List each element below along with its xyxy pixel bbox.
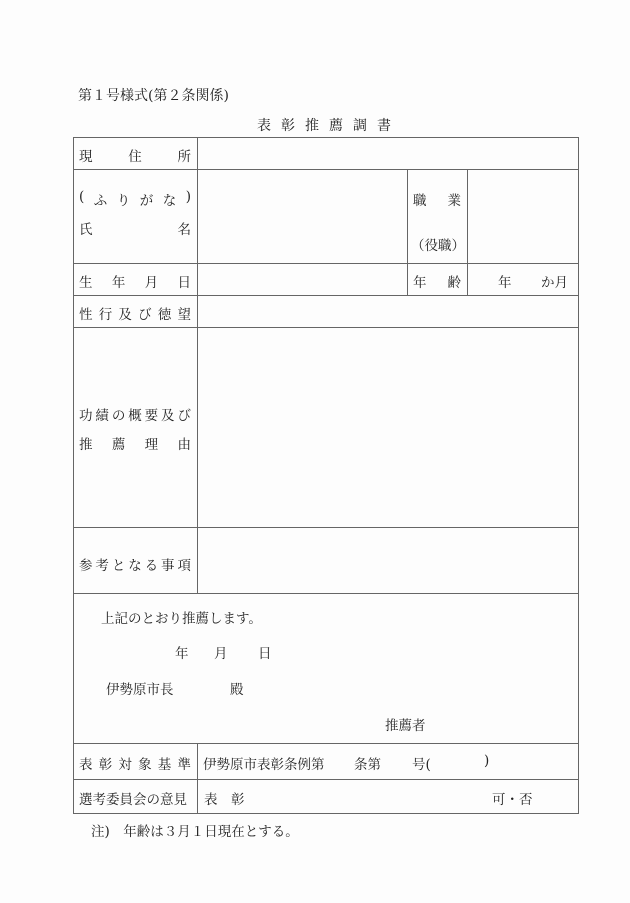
label-char: 年 bbox=[111, 275, 126, 291]
label-char: 及 bbox=[118, 307, 132, 323]
label-char: 績 bbox=[95, 408, 109, 424]
label-char: 準 bbox=[177, 757, 191, 773]
label-char: 職 bbox=[413, 193, 427, 209]
divider bbox=[73, 593, 579, 594]
recommender-label: 推薦者 bbox=[385, 718, 426, 734]
criteria-close: ) bbox=[484, 753, 490, 769]
label-char: 功 bbox=[79, 408, 93, 424]
reference-label bbox=[79, 554, 191, 574]
label-char: 日 bbox=[177, 275, 191, 291]
label-char: 望 bbox=[177, 307, 191, 323]
label-char: び bbox=[177, 408, 191, 424]
label-char: 現 bbox=[79, 149, 93, 165]
honorific: 殿 bbox=[230, 682, 244, 698]
label-char: 住 bbox=[128, 149, 142, 165]
address-field[interactable] bbox=[198, 138, 578, 169]
label-char: 性 bbox=[79, 307, 93, 323]
occupation-label bbox=[413, 189, 461, 209]
age-year-unit: 年 bbox=[498, 275, 512, 291]
date-month: 月 bbox=[214, 646, 228, 662]
label-char: 年 bbox=[413, 275, 427, 291]
age-label bbox=[413, 271, 461, 291]
label-char: 項 bbox=[177, 558, 191, 574]
divider bbox=[73, 779, 579, 780]
committee-label: 選考委員会の意見 bbox=[79, 792, 187, 808]
label-char: 考 bbox=[95, 558, 109, 574]
name-field[interactable] bbox=[198, 170, 407, 263]
label-char: 理 bbox=[144, 437, 159, 453]
label-char: 徳 bbox=[157, 307, 172, 323]
divider bbox=[73, 743, 579, 744]
label-char: び bbox=[138, 307, 152, 323]
label-char: 月 bbox=[144, 275, 159, 291]
address-label bbox=[79, 145, 191, 165]
achievements-field[interactable] bbox=[198, 328, 578, 527]
name-label bbox=[79, 218, 191, 238]
addressee: 伊勢原市長 bbox=[106, 682, 174, 698]
label-char: 氏 bbox=[79, 222, 93, 238]
divider bbox=[578, 137, 579, 814]
label-char: 要 bbox=[144, 408, 159, 424]
label-char: ふ bbox=[93, 193, 108, 209]
label-char: な bbox=[162, 193, 177, 209]
label-char: と bbox=[111, 558, 126, 574]
label-char: 所 bbox=[177, 149, 191, 165]
birthdate-field[interactable] bbox=[198, 264, 407, 295]
label-char: 対 bbox=[118, 757, 132, 773]
criteria-label bbox=[79, 753, 191, 773]
label-char: が bbox=[139, 193, 154, 209]
divider bbox=[407, 169, 408, 295]
recommendation-statement: 上記のとおり推薦します。 bbox=[101, 611, 262, 627]
occupation-field[interactable] bbox=[468, 170, 578, 263]
label-char: な bbox=[128, 558, 142, 574]
character-field[interactable] bbox=[198, 296, 578, 327]
criteria-article: 条第 bbox=[354, 757, 381, 773]
label-char: 表 bbox=[79, 757, 93, 773]
page-title: 表彰推薦調書 bbox=[257, 118, 401, 134]
age-month-unit: か月 bbox=[541, 275, 568, 291]
furigana-label bbox=[79, 189, 191, 209]
label-char: 生 bbox=[79, 275, 93, 291]
recommender-field[interactable] bbox=[420, 708, 570, 736]
criteria-item: 号( bbox=[412, 757, 431, 773]
divider bbox=[73, 137, 74, 814]
label-char: 名 bbox=[177, 222, 191, 238]
label-char: ) bbox=[185, 189, 191, 205]
label-char: 概 bbox=[128, 408, 142, 424]
label-char: 基 bbox=[157, 757, 172, 773]
label-char: 推 bbox=[79, 437, 93, 453]
label-char: 由 bbox=[177, 437, 191, 453]
label-char: る bbox=[144, 558, 159, 574]
footnote: 注) 年齢は３月１日現在とする。 bbox=[91, 824, 299, 840]
reference-field[interactable] bbox=[198, 528, 578, 593]
date-year: 年 bbox=[175, 646, 189, 662]
form-number: 第１号様式(第２条関係) bbox=[78, 88, 229, 104]
achievements-label-line2 bbox=[79, 433, 191, 453]
criteria-prefix: 伊勢原市表彰条例第 bbox=[203, 757, 325, 773]
divider bbox=[197, 743, 198, 813]
label-char: り bbox=[116, 193, 131, 209]
label-char: 行 bbox=[98, 307, 113, 323]
committee-value-label: 表 彰 bbox=[204, 792, 245, 808]
label-char: 彰 bbox=[98, 757, 113, 773]
date-day: 日 bbox=[258, 646, 272, 662]
label-char: の bbox=[111, 408, 126, 424]
label-char: 及 bbox=[161, 408, 175, 424]
birthdate-label bbox=[79, 271, 191, 291]
label-char: 薦 bbox=[111, 437, 126, 453]
label-char: 齢 bbox=[447, 275, 461, 291]
label-char: 参 bbox=[79, 558, 93, 574]
label-char: 事 bbox=[161, 558, 175, 574]
character-label bbox=[79, 303, 191, 323]
position-sublabel: （役職） bbox=[411, 238, 465, 254]
committee-options[interactable]: 可・否 bbox=[492, 792, 533, 808]
achievements-label-line1 bbox=[79, 404, 191, 424]
divider bbox=[73, 813, 579, 814]
label-char: 業 bbox=[447, 193, 461, 209]
label-char: 象 bbox=[138, 757, 152, 773]
label-char: ( bbox=[79, 189, 85, 205]
